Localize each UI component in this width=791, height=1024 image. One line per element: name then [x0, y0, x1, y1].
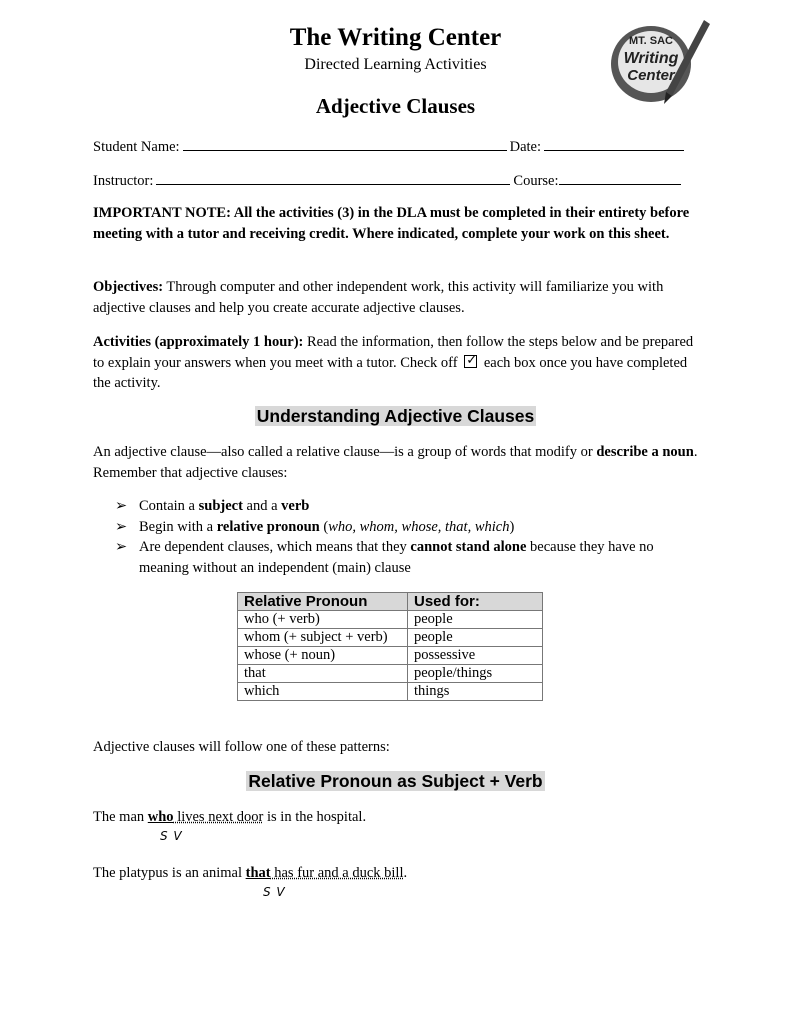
activities-text-b: each box once you have completed the activity.	[93, 354, 688, 391]
checkbox-icon: ✓	[466, 352, 478, 368]
table-cell: things	[408, 683, 543, 701]
table-cell: who (+ verb)	[238, 611, 408, 629]
bullet-list	[115, 496, 695, 578]
important-note: IMPORTANT NOTE: All the activities (3) in the DLA must be completed in their entirety before meeting with a tutor and receiving credit. Where indicated, complete your work on this sheet.	[93, 205, 690, 242]
instructor-row	[93, 171, 698, 192]
table-cell: that	[238, 665, 408, 683]
objectives-text: Through computer and other independent work, this activity will familiarize you with adjective clauses and help you create accurate adjective clauses.	[93, 279, 664, 316]
patterns-intro: Adjective clauses will follow one of these patterns:	[93, 739, 390, 755]
logo-graphic	[606, 14, 716, 106]
svg-text:MT. SAC: MT. SAC	[629, 35, 673, 47]
table-cell: which	[238, 683, 408, 701]
example-2-sv-marker: S V	[263, 885, 286, 899]
document-title: Adjective Clauses	[315, 94, 476, 118]
table-row	[238, 683, 543, 701]
course-field[interactable]	[559, 171, 681, 185]
section-heading: Understanding Adjective Clauses	[256, 406, 535, 426]
table-cell: whose (+ noun)	[238, 647, 408, 665]
table-row	[238, 647, 543, 665]
table-header-row	[238, 593, 543, 611]
instructor-label: Instructor:	[93, 173, 154, 189]
section-heading-wrap	[0, 406, 791, 427]
example-sentence-1: The man who lives next door is in the hospital.	[93, 809, 367, 825]
pattern-heading: Relative Pronoun as Subject + Verb	[248, 771, 543, 791]
student-name-row	[93, 137, 698, 158]
table-header-used-for: Used for:	[408, 593, 543, 611]
intro-paragraph	[93, 442, 698, 483]
table-row	[238, 611, 543, 629]
intro-text-c: . Remember that adjective clauses:	[93, 444, 698, 481]
instructor-field[interactable]	[156, 171, 510, 185]
table-cell: people/things	[408, 665, 543, 683]
page-title: The Writing Center	[289, 24, 502, 51]
date-label: Date:	[509, 139, 541, 155]
intro-text-b: describe a noun	[596, 444, 694, 460]
example-sentence-2: The platypus is an animal that has fur and a duck bill.	[93, 865, 408, 881]
table-cell: people	[408, 629, 543, 647]
date-field[interactable]	[544, 137, 684, 151]
table-row	[238, 665, 543, 683]
course-label: Course:	[513, 173, 559, 189]
objectives-paragraph	[93, 277, 698, 318]
arrow-bullet-icon: ➢	[115, 539, 128, 555]
relative-pronoun-table	[237, 592, 543, 701]
writing-center-logo	[606, 14, 716, 106]
table-cell: possessive	[408, 647, 543, 665]
svg-text:Writing: Writing	[623, 50, 679, 67]
page-subtitle: Directed Learning Activities	[304, 56, 487, 73]
table-cell: people	[408, 611, 543, 629]
svg-text:Center: Center	[627, 67, 675, 84]
intro-text-a: An adjective clause—also called a relative clause—is a group of words that modify or	[93, 444, 597, 460]
list-item: ➢ Begin with a relative pronoun (who, whom, whose, that, which)	[115, 517, 695, 538]
objectives-label: Objectives:	[93, 279, 164, 295]
activities-text-a: Read the information, then follow the steps below and be prepared to explain your answers when you meet with a tutor. Check off	[93, 334, 694, 371]
list-item: ➢ Are dependent clauses, which means that they cannot stand alone because they have no meaning without an independent (main) clause	[115, 539, 654, 576]
table-header-pronoun: Relative Pronoun	[238, 593, 408, 611]
student-name-field[interactable]	[183, 137, 507, 151]
pattern-heading-wrap	[0, 771, 791, 792]
student-name-label: Student Name:	[93, 139, 180, 155]
arrow-bullet-icon: ➢	[115, 498, 128, 514]
arrow-bullet-icon: ➢	[115, 518, 128, 535]
table-cell: whom (+ subject + verb)	[238, 629, 408, 647]
table-row	[238, 629, 543, 647]
activities-label: Activities (approximately 1 hour):	[93, 334, 304, 350]
list-item: ➢ Contain a subject and a verb	[115, 496, 695, 517]
example-1-sv-marker: S V	[160, 829, 183, 843]
activities-paragraph	[93, 332, 698, 394]
